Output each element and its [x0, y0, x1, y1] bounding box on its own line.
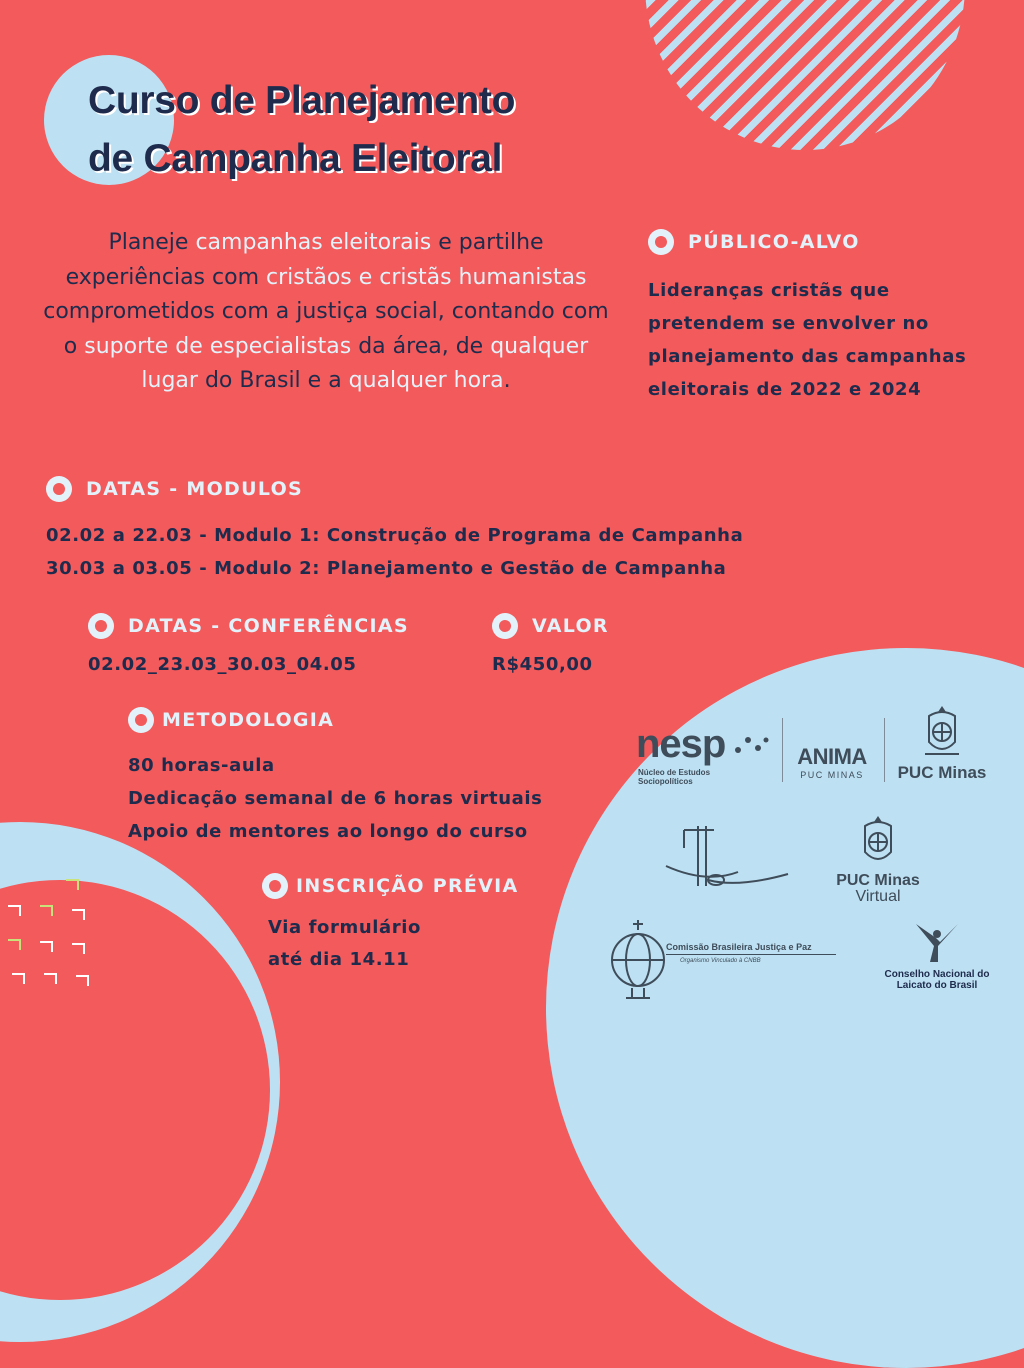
intro-text: . [503, 368, 511, 393]
intro-highlight-text: qualquer lugar [141, 333, 589, 393]
nesp-logo [636, 722, 786, 788]
inscricao-list [268, 912, 421, 976]
globe-cross-icon [608, 918, 668, 1008]
circle-bullet-icon [46, 476, 72, 502]
puc-minas-virtual-logo [828, 814, 928, 905]
metodologia-label: METODOLOGIA [162, 709, 335, 731]
anima-logo [792, 744, 872, 780]
inscricao-line: até dia 14.11 [268, 949, 410, 970]
cbjp-name: Comissão Brasileira Justiça e Paz [666, 942, 812, 952]
puc-crest-icon [919, 704, 965, 760]
puc-crest-icon [855, 814, 901, 868]
datas-conferencias-heading [88, 613, 409, 639]
intro-highlight-text: suporte de especialistas [84, 333, 352, 359]
intro-text: da área, de [351, 333, 491, 359]
cbjp-subtitle: Organismo Vinculado à CNBB [680, 958, 761, 964]
nesp-logo-wordmark: nesp [636, 722, 726, 766]
publico-line: Lideranças cristãs que [648, 280, 890, 301]
intro-paragraph [42, 226, 610, 399]
circle-bullet-icon [492, 613, 518, 639]
inscricao-label: INSCRIÇÃO PRÉVIA [296, 875, 519, 897]
valor-label: VALOR [532, 615, 609, 637]
valor-value: R$450,00 [492, 654, 593, 675]
cbjp-logo [608, 918, 848, 1008]
intro-highlight-text: cristãos e cristãs humanistas [266, 264, 587, 290]
chevron-pattern-decoration [0, 870, 120, 1024]
cnlb-logo [872, 920, 1002, 991]
publico-line: eleitorais de 2022 e 2024 [648, 379, 922, 400]
puc-virtual-line1: PUC Minas [836, 872, 920, 889]
datas-modulos-list [46, 519, 743, 585]
datas-conferencias-label: DATAS - CONFERÊNCIAS [128, 615, 409, 637]
intro-text: Planeje [108, 230, 196, 255]
datas-conferencias-value: 02.02_23.03_30.03_04.05 [88, 654, 357, 675]
metodologia-line: Dedicação semanal de 6 horas virtuais [128, 788, 543, 809]
laicato-figure-icon [912, 920, 962, 964]
cbjp-divider [666, 954, 836, 955]
publico-alvo-heading [648, 229, 860, 255]
publico-line: pretendem se envolver no [648, 313, 929, 334]
intro-highlight-text: qualquer hora [348, 368, 504, 393]
inscricao-line: Via formulário [268, 917, 421, 938]
puc-minas-wordmark: PUC Minas [897, 763, 987, 782]
title-line-2: de Campanha Eleitoral [88, 137, 503, 180]
page-title [88, 72, 608, 188]
circle-bullet-icon [648, 229, 674, 255]
circle-bullet-icon [88, 613, 114, 639]
publico-alvo-text [648, 274, 966, 406]
logo-divider [884, 718, 885, 782]
metodologia-list [128, 749, 542, 848]
modulo-line: 02.02 a 22.03 - Modulo 1: Construção de Programa de Campanha [46, 525, 744, 546]
nesp-dots-icon [732, 732, 772, 762]
metodologia-line: 80 horas-aula [128, 755, 275, 776]
anima-wordmark: ANIMA [797, 744, 867, 769]
circle-bullet-icon [262, 873, 288, 899]
title-line-1: Curso de Planejamento [88, 79, 516, 122]
nesp-logo-subtitle [638, 768, 710, 786]
circle-bullet-icon [128, 707, 154, 733]
metodologia-heading [128, 707, 334, 733]
intro-text: do Brasil e a [197, 368, 349, 393]
intro-text: comprometidos com a justiça social, contando com o [43, 299, 609, 359]
metodologia-line: Apoio de mentores ao longo do curso [128, 821, 528, 842]
puc-minas-logo [892, 704, 992, 783]
striped-circle-decoration [645, 0, 965, 150]
cnlb-line1: Conselho Nacional do [884, 969, 990, 980]
datas-modulos-heading [46, 476, 303, 502]
intro-highlight-text: campanhas eleitorais [195, 230, 432, 255]
publico-alvo-label: PÚBLICO-ALVO [688, 231, 860, 253]
justice-scale-logo-icon [664, 822, 794, 892]
logo-divider [782, 718, 783, 782]
datas-modulos-label: DATAS - MODULOS [86, 478, 304, 500]
inscricao-heading [262, 873, 519, 899]
nesp-sub-line: Sociopolíticos [638, 777, 693, 786]
cnlb-line2: Laicato do Brasil [896, 980, 978, 991]
valor-heading [492, 613, 609, 639]
modulo-line: 30.03 a 03.05 - Modulo 2: Planejamento e Gestão de Campanha [46, 558, 727, 579]
publico-line: planejamento das campanhas [648, 346, 967, 367]
nesp-sub-line: Núcleo de Estudos [638, 768, 711, 777]
intro-text: e partilhe experiências com [65, 230, 544, 290]
anima-subtitle: PUC MINAS [800, 770, 864, 780]
puc-virtual-line2: Virtual [855, 888, 901, 905]
